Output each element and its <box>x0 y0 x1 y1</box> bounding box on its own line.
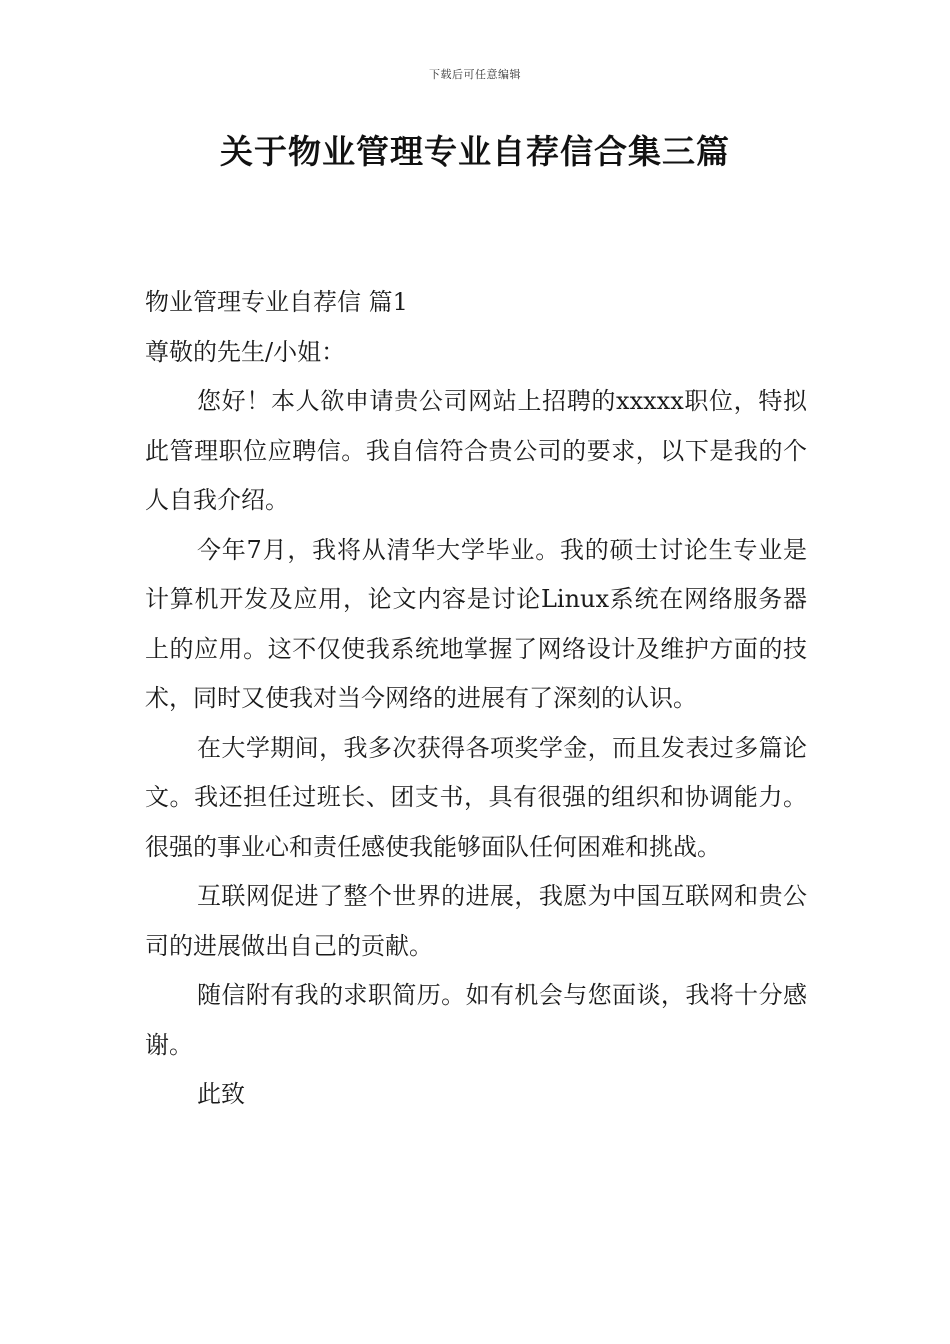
closing: 此致 <box>197 1080 245 1108</box>
paragraph: 随信附有我的求职简历。如有机会与您面谈，我将十分感谢。 <box>145 981 807 1059</box>
paragraph: 在大学期间，我多次获得各项奖学金，而且发表过多篇论文。我还担任过班长、团支书，具有很强的组织和协调能力。很强的事业心和责任感使我能够面队任何困难和挑战。 <box>145 733 807 861</box>
document-body <box>145 278 807 1120</box>
paragraph: 今年7月，我将从清华大学毕业。我的硕士讨论生专业是计算机开发及应用，论文内容是讨论Linux系统在网络服务器上的应用。这不仅使我系统地掌握了网络设计及维护方面的技术，同时又使我对当今网络的进展有了深刻的认识。 <box>145 535 807 712</box>
paragraph: 您好！本人欲申请贵公司网站上招聘的xxxxx职位，特拟此管理职位应聘信。我自信符合贵公司的要求，以下是我的个人自我介绍。 <box>145 387 807 514</box>
salutation: 尊敬的先生/小姐： <box>145 337 346 366</box>
section-heading: 物业管理专业自荐信 篇1 <box>145 288 408 316</box>
paragraph: 互联网促进了整个世界的进展，我愿为中国互联网和贵公司的进展做出自己的贡献。 <box>145 882 807 960</box>
header-note: 下载后可任意编辑 <box>429 68 521 81</box>
document-title: 关于物业管理专业自荐信合集三篇 <box>220 132 730 171</box>
